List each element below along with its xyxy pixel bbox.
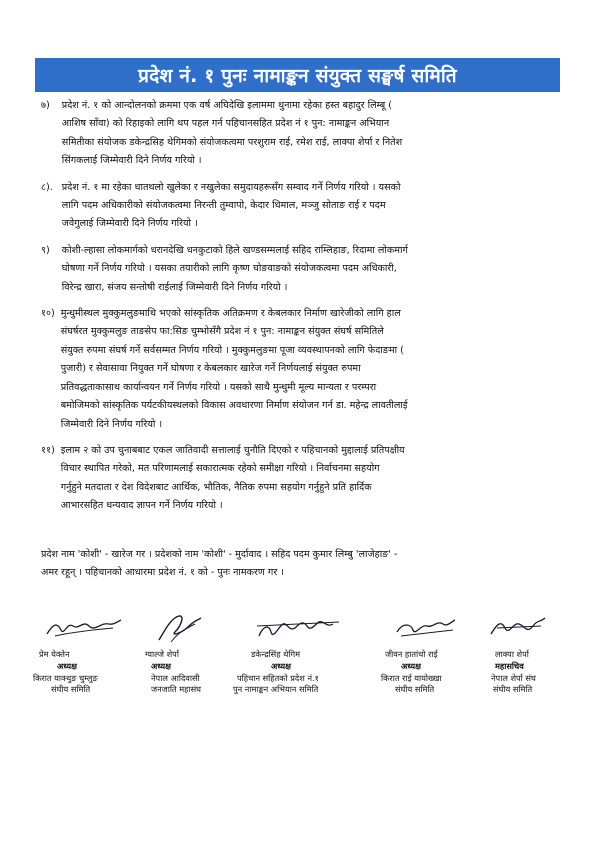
decision-item-11 <box>41 442 561 516</box>
text-line: घोषणा गर्ने निर्णय गरियो । यसका तयारीको लागि कृष्ण चोङवाङको संयोजकत्वमा पदम अधिकारी, <box>61 263 397 275</box>
text-line: लागि पदम अधिकारीको संयोजकत्वमा निरन्ती तुम्वापो, केदार धिमाल, मञ्जु सोताङ राई र पदम <box>61 200 386 212</box>
signatory-org: नेपाल आदिवासी <box>151 673 200 683</box>
item-text <box>55 305 561 434</box>
item-number: ८). <box>41 181 53 193</box>
signatory-org: किरात याक्थुङ चुम्लुङ <box>33 673 98 683</box>
decision-item-9 <box>41 242 561 297</box>
signatory-role: अध्यक्ष <box>57 661 77 671</box>
item-text <box>53 179 561 234</box>
item-number: ७) <box>41 100 50 111</box>
item-number: ९) <box>41 244 50 256</box>
signatory-org: पुन नामाङ्कन अभियान समिति <box>233 684 319 694</box>
page-title: प्रदेश नं. १ पुनः नामाङ्कन संयुक्त सङ्घर्ष समिति <box>138 65 457 87</box>
text-line: पुजारी) र सेवासावा नियुक्त गर्ने घोषणा र केबलकार खारेज गर्ने निर्णयलाई संयुक्त रुपमा <box>60 363 361 375</box>
text-line: मुन्धुमीस्थल मुक्कुमलुङमाथि भएको सांस्कृतिक अतिक्रमण र केबलकार निर्माण खारेजीको लागि हाल <box>60 308 401 320</box>
handwritten-signature <box>391 612 461 642</box>
text-line: बमोजिमको सांस्कृतिक पर्यटकीयस्थलको विकास अवधारणा निर्माण संयोजन गर्न डा. महेन्द्र लावतीलाई <box>60 400 408 412</box>
slogan-line: अमर रहून् । पहिचानको आधारमा प्रदेश नं. १ को - पुनः नामकरण गर । <box>41 567 284 579</box>
item-number: ११) <box>41 444 55 456</box>
text-line: कोशी-ल्हासा लोकमार्गको धरानदेखि धनकुटाको हिले खण्डसम्मलाई सहिद राम्लिहाङ, रिदामा लोकमार्ग <box>61 244 408 256</box>
signatory-org: संघीय समिति <box>51 684 91 694</box>
signatory-role: अध्यक्ष <box>401 661 421 671</box>
decision-item-7 <box>41 97 561 171</box>
text-line: प्रदेश नं. १ को आन्दोलनको क्रममा एक वर्ष अघिदेखि इलाममा थुनामा रहेका हस्त बहादुर लिम्बू ( <box>61 100 392 111</box>
decision-item-10 <box>41 305 561 434</box>
item-text <box>50 242 561 297</box>
handwritten-signature <box>151 612 211 646</box>
text-line: सिंगकलाई जिम्मेवारी दिने निर्णय गरियो । <box>61 155 202 167</box>
text-line: इलाम २ को उप चुनाबबाट एकल जातिवादी सत्तालाई चुनौति दिएको र पहिचानको मुद्दालाई प्रतिपक्षीय <box>60 444 405 456</box>
signatory-name: प्रेम येक्तेन <box>39 649 70 659</box>
decision-item-8 <box>41 179 561 234</box>
signatory-org: किरात राई यायोख्खा <box>381 673 442 683</box>
text-line: समितीका संयोजक डकेन्द्रसिह थेगिमको संयोजकत्वमा परशुराम राई, रमेश राई, लाक्पा शेर्पा र नितेश <box>61 136 403 148</box>
handwritten-signature <box>483 612 553 642</box>
signatory-org: पहिचान सहितको प्रदेश नं.१ <box>237 673 319 683</box>
slogan-line: प्रदेश नाम 'कोशी' - खारेज गर । प्रदेशको नाम 'कोशी' - मुर्दावाद । सहिद पदम कुमार लिम्बु 'लाजेहाङ' - <box>41 549 398 560</box>
signatory-name: जीवन हातांचो राई <box>385 649 438 659</box>
text-line: आभारसहित धन्यवाद ज्ञापन गर्ने निर्णय गरियो । <box>60 500 223 512</box>
text-line: आशिष साँवा) को रिहाइको लागि थप पहल गर्न पहिचानसहित प्रदेश नं १ पुन: नामाङ्कन अभियान <box>61 118 390 130</box>
signatory-role: अध्यक्ष <box>151 661 171 671</box>
handwritten-signature <box>253 612 343 646</box>
decision-list <box>41 97 561 524</box>
handwritten-signature <box>43 612 123 642</box>
signatory-name: ग्याल्जे शेर्पा <box>145 649 179 659</box>
text-line: संघर्षरत मुक्कुमलुङ ताङसेप फा:सिङ चुम्भोसँगै प्रदेश नं १ पुन: नामाङ्कन संयुक्त संघर्ष समितिले <box>60 326 384 338</box>
item-text <box>55 442 561 516</box>
signatory-name: लाक्पा शेर्पा <box>495 649 529 659</box>
text-line: प्रदेश नं. १ मा रहेका धातथलो खुलेका र नखुलेका समुदायहरूसँग सम्वाद गर्ने निर्णय गरियो । यसको <box>61 181 401 193</box>
item-text <box>50 97 561 171</box>
signatory-role: अध्यक्ष <box>271 661 291 671</box>
signatory-name: डकेन्द्रसिंह थेगिम <box>251 649 301 659</box>
slogan-paragraph <box>41 546 561 583</box>
text-line: जिम्मेवारी दिने निर्णय गरियो । <box>60 418 163 430</box>
signatures-block <box>33 612 563 702</box>
text-line: प्रतिवद्धताकासाथ कार्यान्वयन गर्ने निर्णय गरियो । यसको साथै मुन्धुमी मूल्य मान्यता र परम्परा <box>60 381 377 393</box>
page-title-banner <box>35 58 560 92</box>
text-line: गर्नुहुने मतदाता र देश विदेशबाट आर्थिक, भौतिक, नैतिक रुपमा सहयोग गर्नुहुने प्रति हार्दिक <box>60 481 372 493</box>
item-number: १०) <box>41 308 55 320</box>
text-line: विचार स्थापित गरेको, मत परिणामलाई सकारात्मक रहेको समीक्षा गरियो । निर्वाचनमा सहयोग <box>60 463 380 475</box>
signatory-org: नेपाल शेर्पा संघ <box>491 673 536 683</box>
signatory-org: संघीय समिति <box>395 684 435 694</box>
signatory-org: जनजाति महासंघ <box>151 684 201 694</box>
signatory-org: संघीय समिति <box>493 684 533 694</box>
text-line: जवेगुलाई जिम्मेवारी दिने निर्णय गरियो । <box>61 218 198 230</box>
text-line: संयुक्त रुपमा संघर्ष गर्ने सर्वसम्मत निर्णय गरियो । मुक्कुमलुङमा पूजा व्यवस्थापनको लागि फेदाङमा ( <box>60 344 404 356</box>
signatory-role: महासचिव <box>495 661 524 671</box>
text-line: विरेन्द्र खारा, संजय सन्तोषी राईलाई जिम्मेवारी दिने निर्णय गरियो । <box>61 281 288 293</box>
